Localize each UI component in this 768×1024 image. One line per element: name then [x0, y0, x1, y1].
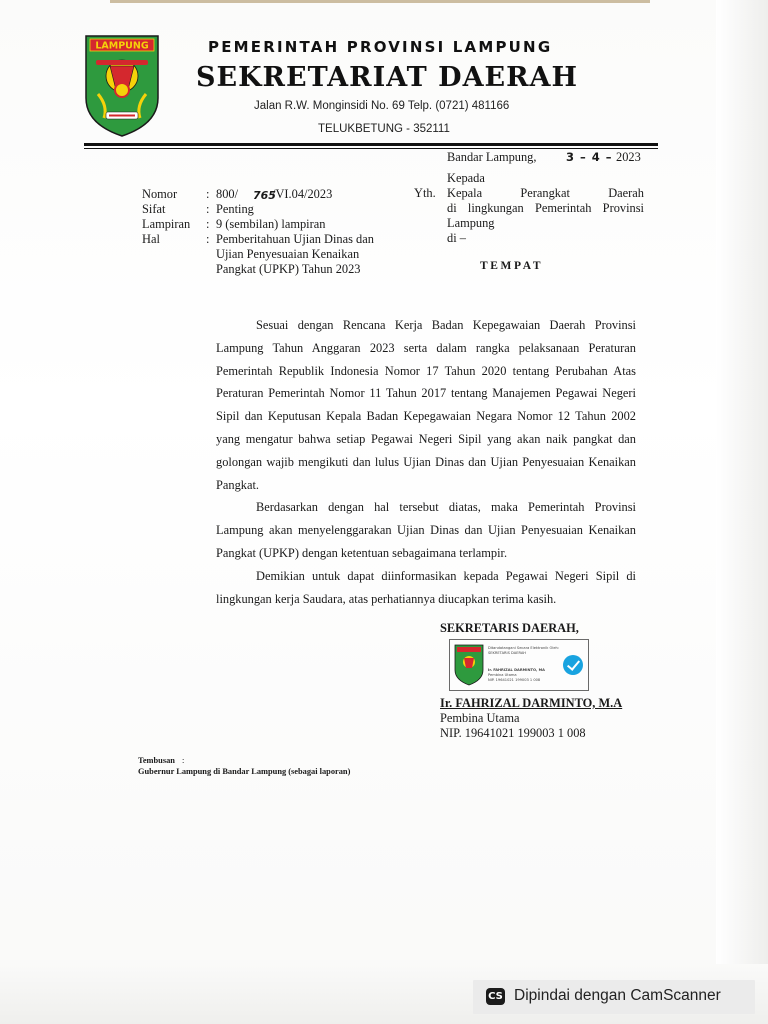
electronic-signature-box [449, 639, 589, 691]
camscanner-watermark [473, 980, 755, 1014]
lampung-emblem-logo [84, 32, 160, 138]
page-right-margin [716, 0, 768, 1024]
verified-check-icon [563, 655, 583, 675]
tembusan-colon: : [182, 756, 185, 765]
tembusan-item: Gubernur Lampung di Bandar Lampung (sebagai laporan) [138, 767, 351, 776]
signatory-title: SEKRETARIS DAERAH, [440, 621, 579, 635]
signatory-rank: Pembina Utama [440, 711, 520, 725]
esign-emblem-icon [454, 644, 484, 686]
meta-value-hal-1: Pemberitahuan Ujian Dinas dan [216, 232, 374, 246]
meta-value-lampiran: 9 (sembilan) lampiran [216, 217, 326, 231]
esign-line-2: SEKRETARIS DAERAH [488, 651, 526, 655]
header-rule-thick [84, 143, 658, 146]
camscanner-icon: CS [486, 988, 505, 1005]
meta-label-lampiran: Lampiran [142, 217, 191, 231]
recipient-block [447, 171, 644, 246]
nomor-prefix: 800/ [216, 187, 239, 201]
letter-body [216, 314, 636, 610]
recipient-place: TEMPAT [480, 260, 544, 272]
nomor-suffix: /VI.04/2023 [272, 187, 333, 201]
meta-colon: : [206, 187, 210, 201]
letter-meta-values [216, 187, 402, 277]
body-paragraph-1: Sesuai dengan Rencana Kerja Badan Kepegawaian Daerah Provinsi Lampung Tahun Anggaran 2023 serta dalam rangka pelaksanaan Peraturan Pemerintah Republik Indonesia Nomor 17 Tahun 2020 tentang Perubahan Atas Peraturan Pemerintah Nomor 11 Tahun 2017 tentang Manajemen Pegawai Negeri Sipil dan Keputusan Kepala Badan Kepegawaian Negara Nomor 12 Tahun 2002 yang mengatur bahwa setiap Pegawai Negeri Sipil yang akan naik pangkat dan golongan wajib mengikuti dan lulus Ujian Dinas dan Ujian Penyesuaian Kenaikan Pangkat. [216, 318, 636, 492]
emblem-caption: LAMPUNG [95, 40, 149, 52]
meta-label-nomor: Nomor [142, 187, 178, 201]
office-city: TELUKBETUNG - 352111 [318, 123, 450, 135]
nomor-handwritten: 765 [253, 189, 276, 202]
date-year: 2023 [616, 150, 641, 164]
body-paragraph-3: Demikian untuk dapat diinformasikan kepada Pegawai Negeri Sipil di lingkungan kerja Saudara, atas perhatiannya diucapkan terima kasih. [216, 568, 636, 606]
recipient-line-2: di lingkungan Pemerintah Provinsi [447, 201, 644, 215]
body-paragraph-2: Berdasarkan dengan hal tersebut diatas, maka Pemerintah Provinsi Lampung akan menyelenggarakan Ujian Dinas dan Ujian Penyesuaian Kenaikan Pangkat (UPKP) dengan ketentuan sebagaimana terlampir. [216, 500, 636, 560]
letter-meta-labels [142, 187, 190, 247]
recipient-line-3: Lampung [447, 216, 495, 230]
meta-colon: : [206, 232, 210, 246]
date-handwritten: 3 – 4 – [566, 150, 613, 164]
meta-label-hal: Hal [142, 232, 160, 246]
meta-value-hal-2: Ujian Penyesuaian Kenaikan [216, 247, 360, 261]
meta-value-hal-3: Pangkat (UPKP) Tahun 2023 [216, 262, 361, 276]
esign-line-5: NIP. 19641021 199003 1 008 [488, 678, 541, 682]
camscanner-label: Dipindai dengan CamScanner [514, 987, 721, 1004]
date-place: Bandar Lampung, [447, 150, 537, 164]
meta-value-sifat: Penting [216, 202, 254, 216]
recipient-line-1: Kepala Perangkat Daerah [447, 186, 644, 200]
esign-line-1: Ditandatangani Secara Elektronik Oleh: [488, 646, 560, 650]
office-address: Jalan R.W. Monginsidi No. 69 Telp. (0721) 481166 [254, 100, 510, 112]
meta-colon: : [206, 202, 210, 216]
recipient-salutation: Yth. [414, 186, 436, 200]
letter-meta-colons [206, 187, 209, 247]
esign-line-4: Pembina Utama [488, 673, 517, 677]
esign-line-3: Ir. FAHRIZAL DARMINTO, MA [488, 668, 545, 672]
page-top-edge [110, 0, 650, 3]
signatory-name: Ir. FAHRIZAL DARMINTO, M.A [440, 696, 623, 710]
signatory-nip: NIP. 19641021 199003 1 008 [440, 726, 586, 740]
office-name: SEKRETARIAT DAERAH [196, 62, 578, 93]
tembusan-heading: Tembusan [138, 756, 175, 765]
meta-label-sifat: Sifat [142, 202, 166, 216]
meta-value-nomor [216, 187, 402, 202]
recipient-kepada: Kepada [447, 171, 485, 185]
government-name: PEMERINTAH PROVINSI LAMPUNG [208, 38, 553, 56]
meta-colon: : [206, 217, 210, 231]
recipient-di: di – [447, 231, 466, 245]
header-rule-thin [84, 148, 658, 149]
